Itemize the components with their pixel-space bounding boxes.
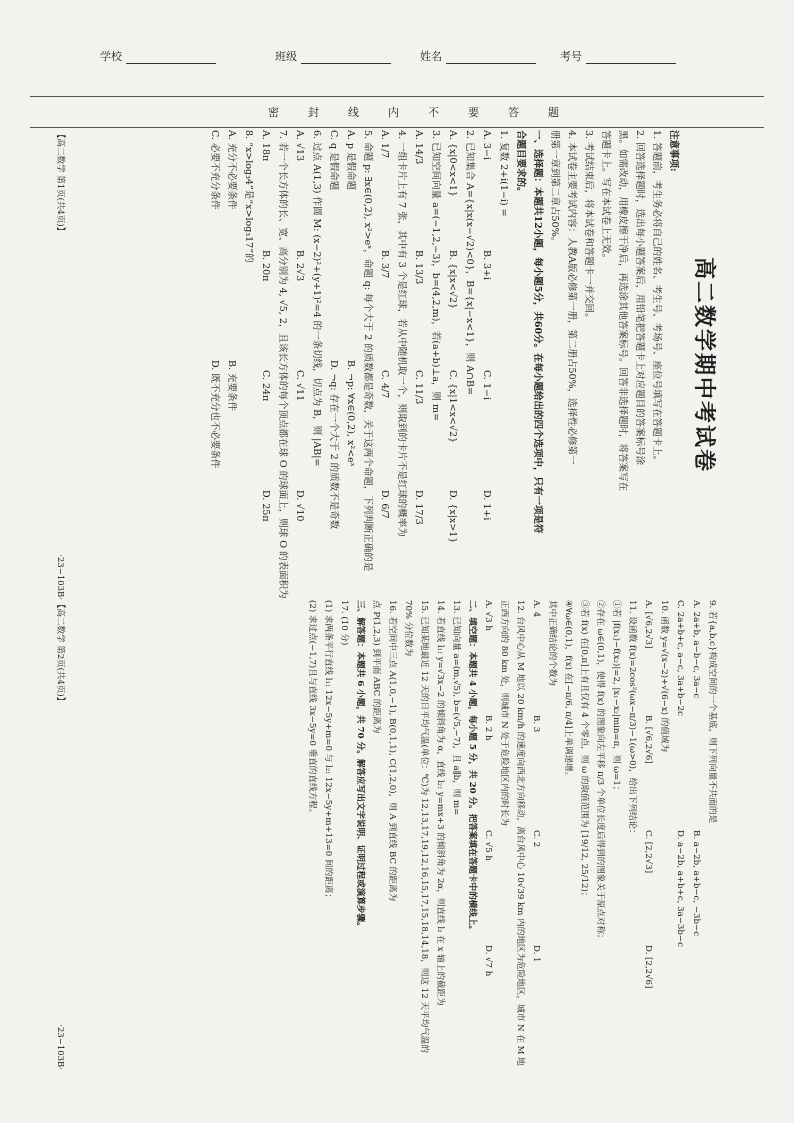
student-info-header (100, 44, 740, 84)
option: C. [2,2√3] (643, 830, 653, 874)
note-line: 1. 答题前，考生务必将自己的姓名、考生号、考场号、座位号填写在答题卡上。 (651, 130, 662, 466)
option: A. 2a+b, a−b−c, 3a−c (691, 600, 701, 699)
question-17-part-2: (2) 求过点(−1,7)且与直线 3x−5y=0 垂直的直线方程。 (307, 600, 317, 818)
exam-title: 高二数学期中考试卷 (691, 256, 717, 473)
question-8-options (223, 130, 240, 600)
seal-char: 密 (268, 106, 280, 119)
class-blank (301, 51, 391, 64)
option: C. 2a+b+c, a−c, 3a+b−2c (675, 600, 685, 716)
section-1-heading: 一、选择题：本题共12小题，每小题5分，共60分。在每小题给出的四个选项中，只有一项是符 (532, 130, 543, 534)
question-10-options (640, 600, 656, 1070)
question-11-statement: ②存在 ω∈(0,1)，使得 f(x) 的图象向左平移 π/3 个单位长度后得到的图象关于原点对称； (595, 600, 605, 943)
exam-no-field (560, 48, 676, 64)
question-6: 6. 过点 A(1,3) 作圆 M: (x−2)²+(y+1)²=4 的一条切线，切点为 B，则 |AB|= (311, 130, 322, 467)
name-blank (446, 51, 536, 64)
option: A. √3 h (483, 600, 493, 631)
option: C. √5 h (483, 830, 493, 861)
question-7-options (257, 130, 274, 600)
option: D. 1+i (481, 490, 492, 521)
question-11-statement: ③若 f(x) 在[0,π]上有且仅有 4 个零点，则 ω 的取值范围为 [19/12, 25/12)； (579, 600, 589, 901)
section-3-heading: 三、解答题：本题共 6 小题，共 70 分。解答应写出文字说明、证明过程或演算步骤。 (355, 600, 365, 931)
question-16: 16. 若空间中三点 A(1,0,−1), B(0,1,1), C(1,2,0)，则 A 到直线 BC 的距离为 (387, 600, 397, 902)
page-2-footer-label: 【高二数学 第2页(共4页)】 (55, 600, 65, 706)
option: B. 充要条件 (226, 360, 237, 412)
option: B. 3 (531, 715, 541, 733)
question-5-options-2 (325, 130, 342, 600)
note-line: 册第一章到第二章占50%。 (549, 130, 560, 247)
question-5: 5. 命题 p: ∃x∈(0,2), x²>eˣ，命题 q: 每个大于 2 的质数都是奇数，关于这两个命题，下列判断正确的是 (362, 130, 373, 572)
question-17-part-1: (1) 求两条平行直线 l₁: 12x−5y+m=0 与 l₂: 12x−5y+m+13=0 间的距离； (323, 600, 333, 902)
school-label: 学校 (100, 50, 122, 63)
question-9-options (688, 600, 704, 1070)
question-7: 7. 若一个长方体的长、宽、高分别为 4, √5, 2，且该长方体的每个顶点都在球 O 的球面上，则球 O 的表面积为 (277, 130, 288, 599)
option: D. 既不充分也不必要条件 (209, 360, 220, 469)
question-6-options (291, 130, 308, 600)
exam-no-label: 考号 (560, 50, 582, 63)
seal-char: 题 (548, 106, 560, 119)
option: B. [√6,2√6] (643, 715, 653, 764)
option: D. ¬q: 存在一个大于 2 的质数不是奇数 (328, 360, 339, 530)
question-10: 10. 函数 y=√(x−2)+√(6−x) 的值域为 (659, 600, 669, 753)
option: B. 20π (260, 250, 271, 282)
question-9: 9. 若{a,b,c}构成空间的一个基底，则下列向量不共面的是 (707, 600, 717, 824)
option: A. √13 (294, 130, 305, 162)
question-1: 1. 复数 2+i(1−i) = (498, 130, 509, 217)
question-11: 11. 设函数 f(x)=2cos²(ωx−π/3)−1(ω>0)，给出下列结论： (627, 600, 637, 838)
page-1-footer-label: 【高二数学 第1页(共4页)】 (55, 130, 65, 236)
seal-char: 线 (348, 106, 360, 119)
question-13: 13. 已知向量 a=(m,√5), b=(√5,−7)，且 a∥b，则 m= (451, 600, 461, 816)
question-8: 8. “x>log₃4”是“x>log₃17”的 (243, 130, 254, 263)
notes-title: 注意事项: (668, 130, 679, 172)
option: A. p 是假命题 (345, 130, 356, 191)
option: B. {x|x<√2} (447, 250, 458, 310)
question-11-prompt: 其中正确结论的个数为 (547, 600, 557, 686)
option: A. 1/7 (379, 130, 390, 159)
option: B. 2 h (483, 715, 493, 741)
question-1-options (478, 130, 495, 600)
question-8-options-2 (206, 130, 223, 600)
seal-char: 不 (428, 106, 440, 119)
option: D. √7 h (483, 945, 493, 977)
page-1-footer-code: ·23−103B· (55, 554, 65, 600)
option: A. 18π (260, 130, 271, 162)
school-field (100, 48, 216, 64)
question-11-statement: ④∀ω∈(0,1)，f(x) 在[−π/6, π/4]上单调递增。 (563, 600, 573, 781)
question-12-options (480, 600, 496, 1070)
note-line: 答题卡上。写在本试卷上无效。 (600, 130, 611, 264)
option: D. √10 (294, 490, 305, 522)
question-14: 14. 若直线 l₁: y=√3x−2 的倾斜角为 α，直线 l₂: y=mx+3 的倾斜角为 2α，则直线 l₂ 在 x 轴上的截距为 (435, 600, 445, 1006)
seal-char: 要 (468, 106, 480, 119)
note-line: 3. 考试结束后，将本试卷和答题卡一并交回。 (583, 130, 594, 323)
question-15: 15. 已知某地最近 12 天的日平均气温(单位：℃)为 12,13,17,19,12,16,15,17,15,18,14,18，则这 12 天平均气温的 70% 分位数为 (403, 600, 429, 1053)
option: B. 2√3 (294, 250, 305, 282)
section-1-heading-cont: 合题目要求的。 (515, 130, 526, 197)
option: D. 17/3 (413, 490, 424, 525)
option: D. 6/7 (379, 490, 390, 519)
question-9-options-2 (672, 600, 688, 1070)
note-line: 黑。如需改动，用橡皮擦干净后，再选涂其他答案标号。回答非选择题时，将答案写在 (617, 130, 628, 492)
seal-char: 答 (508, 106, 520, 119)
question-4: 4. 一组卡片上有 7 张，其中有 3 个是红球，若从中随机取一个，则取到的卡片不是红球的概率为 (396, 130, 407, 537)
question-16-part-2: 点 P(1,2,3) 到平面 ABC 的距离为 (371, 600, 381, 734)
question-12: 12. 台风中心从 M 地以 20 km/h 的速度向西北方向移动，离台风中心 10√39 km 内的地区为危险地区，城市 N 在 M 地正西方向的 80 km 处，则城市 N 处于危险地区内的时长为 (499, 600, 525, 1066)
option: D. 1 (531, 945, 541, 963)
question-4-options (376, 130, 393, 600)
question-5-options (342, 130, 359, 600)
question-11-options (528, 600, 544, 1070)
page-2-footer-code: ·23−103B· (55, 1024, 65, 1070)
seal-line (30, 96, 764, 128)
class-field (275, 48, 391, 64)
option: B. 13/3 (413, 250, 424, 285)
question-11-statement: ①若 |f(x₁)−f(x₂)|=2, |x₁−x₂|min=π，则 ω=1； (611, 600, 621, 795)
option: D. 25π (260, 490, 271, 522)
option: B. 3/7 (379, 250, 390, 279)
option: A. 3−i (481, 130, 492, 160)
option: D. a−2b, a+b+c, 3a−3b−c (675, 830, 685, 947)
class-label: 班级 (275, 50, 297, 63)
option: C. 4/7 (379, 370, 390, 399)
option: A. 充分不必要条件 (226, 130, 237, 210)
name-field (420, 48, 536, 64)
option: A. {x|0<x<1} (447, 130, 458, 197)
option: C. 1−i (481, 370, 492, 401)
question-2-options (444, 130, 461, 600)
section-2-heading: 二、填空题：本题共 4 小题，每小题 5 分，共 20 分。把答案填在答题卡中的横线上。 (467, 600, 477, 935)
option: B. 3+i (481, 250, 492, 281)
option: D. [2,2√6] (643, 945, 653, 989)
option: D. {x|x>1} (447, 490, 458, 544)
option: C. 24π (260, 370, 271, 402)
option: C. q 是假命题 (328, 130, 339, 191)
note-line: 2. 回答选择题时，选出每小题答案后，用铅笔把答题卡上对应题目的答案标号涂 (634, 130, 645, 466)
option: C. 必要不充分条件 (209, 130, 220, 210)
question-2: 2. 已知集合 A={x|x(x−√2)<0}，B={x|−x<1}，则 A∩B= (464, 130, 475, 395)
name-label: 姓名 (420, 50, 442, 63)
question-3-options (410, 130, 427, 600)
option: A. [√6,2√3] (643, 600, 653, 649)
option: C. 11/3 (413, 370, 424, 405)
option: C. √11 (294, 370, 305, 402)
exam-no-blank (586, 51, 676, 64)
school-blank (126, 51, 216, 64)
option: B. a−2b, a+b−c, −3b−c (691, 830, 701, 937)
question-3: 3. 已知空间向量 a=(−1,2,−3)，b=(4,2,m)，若(a+b)⊥a，则 m= (430, 130, 441, 422)
exam-page-1 (55, 130, 720, 600)
option: C. 2 (531, 830, 541, 848)
question-17: 17. (10 分) (339, 600, 349, 646)
option: C. {x|1<x<√2} (447, 370, 458, 444)
note-line: 4. 本试卷主要考试内容：人教A版必修第一册，第二册占50%，选择性必修第一 (566, 130, 577, 465)
option: B. ¬p: ∀x∈(0,2), x²<eˣ (345, 360, 356, 467)
option: A. 4 (531, 600, 541, 618)
seal-char: 内 (388, 106, 400, 119)
seal-char: 封 (308, 106, 320, 119)
exam-page-2 (55, 600, 720, 1070)
option: A. 14/3 (413, 130, 424, 165)
